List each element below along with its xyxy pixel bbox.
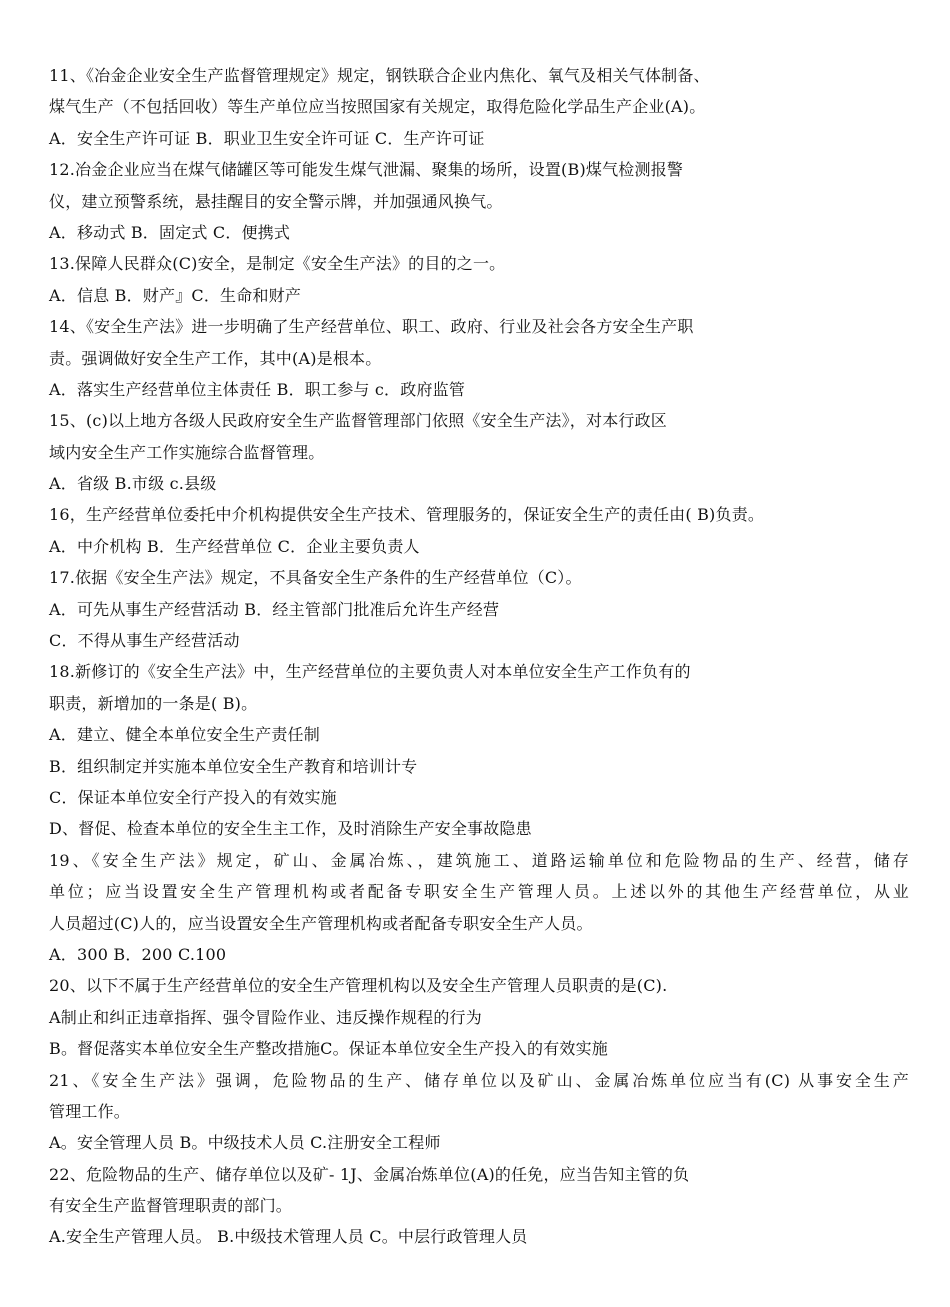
text-line: 人员超过(C)人的，应当设置安全生产管理机构或者配备专职安全生产人员。 [49,913,593,933]
text-line: 20、以下不属于生产经营单位的安全生产管理机构以及安全生产管理人员职责的是(C). [49,976,668,996]
text-line: 15、(c)以上地方各级人民政府安全生产监督管理部门依照《安全生产法》，对本行政区 [49,411,668,431]
text-line: A.安全生产管理人员。 B.中级技术管理人员 C。中层行政管理人员 [49,1227,528,1247]
text-line: B．组织制定并实施本单位安全生产教育和培训计专 [49,756,418,776]
text-line: 14、《安全生产法》进一步明确了生产经营单位、职工、政府、行业及社会各方安全生产职 [49,317,694,337]
text-line: 责。强调做好安全生产工作，其中(A)是根本。 [49,348,382,368]
text-line: C．不得从事生产经营活动 [49,631,240,651]
text-line: A．中介机构 B．生产经营单位 C．企业主要负责人 [49,536,420,556]
text-line: 17.依据《安全生产法》规定，不具备安全生产条件的生产经营单位（C）。 [49,568,582,588]
text-line: 仪，建立预警系统，悬挂醒目的安全警示牌，并加强通风换气。 [49,191,503,211]
text-line: A制止和纠正违章指挥、强令冒险作业、违反操作规程的行为 [49,1007,482,1027]
text-line: A．300 B．200 C.100 [49,944,227,964]
text-line: 管理工作。 [49,1101,131,1121]
text-line: 11、《冶金企业安全生产监督管理规定》规定，钢铁联合企业内焦化、氧气及相关气体制备、 [49,66,710,85]
text-line: A．建立、健全本单位安全生产责任制 [49,725,320,745]
text-line: 21、《安全生产法》强调，危险物品的生产、储存单位以及矿山、金属冶炼单位应当有(C) 从事安全生产 [49,1070,909,1090]
text-line: 16，生产经营单位委托中介机构提供安全生产技术、管理服务的，保证安全生产的责任由( B)负责。 [49,505,765,525]
text-line: 13.保障人民群众(C)安全，是制定《安全生产法》的目的之一。 [49,254,506,274]
text-line: 18.新修订的《安全生产法》中，生产经营单位的主要负责人对本单位安全生产工作负有的 [49,662,691,682]
text-line: B。督促落实本单位安全生产整改措施C。保证本单位安全生产投入的有效实施 [49,1039,609,1059]
text-line: 域内安全生产工作实施综合监督管理。 [49,442,325,462]
text-line: 19、《安全生产法》规定，矿山、金属冶炼、，建筑施工、道路运输单位和危险物品的生产、经营，储存 [49,850,909,870]
text-line: A．省级 B.市级 c.县级 [49,474,217,494]
text-line: 22、危险物品的生产、储存单位以及矿- 1J、金属冶炼单位(A)的任免，应当告知主管的负 [49,1164,690,1184]
text-line: A。安全管理人员 B。中级技术人员 C.注册安全工程师 [49,1133,441,1153]
text-line: D、督促、检查本单位的安全生主工作，及时消除生产安全事故隐患 [49,819,532,839]
text-line: 12.冶金企业应当在煤气储罐区等可能发生煤气泄漏、聚集的场所，设置(B)煤气检测报警 [49,160,684,180]
text-line: A．落实生产经营单位主体责任 B．职工参与 c．政府监管 [49,379,466,399]
text-line: A．可先从事生产经营活动 B．经主管部门批准后允许生产经营 [49,599,500,619]
text-line: 煤气生产（不包括回收）等生产单位应当按照国家有关规定，取得危险化学品生产企业(A)。 [49,97,706,117]
text-line: A．移动式 B．固定式 C．便携式 [49,222,291,242]
text-line: A．信息 B．财产』C．生命和财产 [49,285,302,305]
text-line: 单位；应当设置安全生产管理机构或者配备专职安全生产管理人员。上述以外的其他生产经营单位，从业 [49,882,909,902]
text-line: A．安全生产许可证 B．职业卫生安全许可证 C．生产许可证 [49,128,485,148]
text-line: 有安全生产监督管理职责的部门。 [49,1196,293,1216]
document-body [49,60,909,1253]
text-line: 职责，新增加的一条是( B)。 [49,693,258,713]
text-line: C．保证本单位安全行产投入的有效实施 [49,787,337,807]
